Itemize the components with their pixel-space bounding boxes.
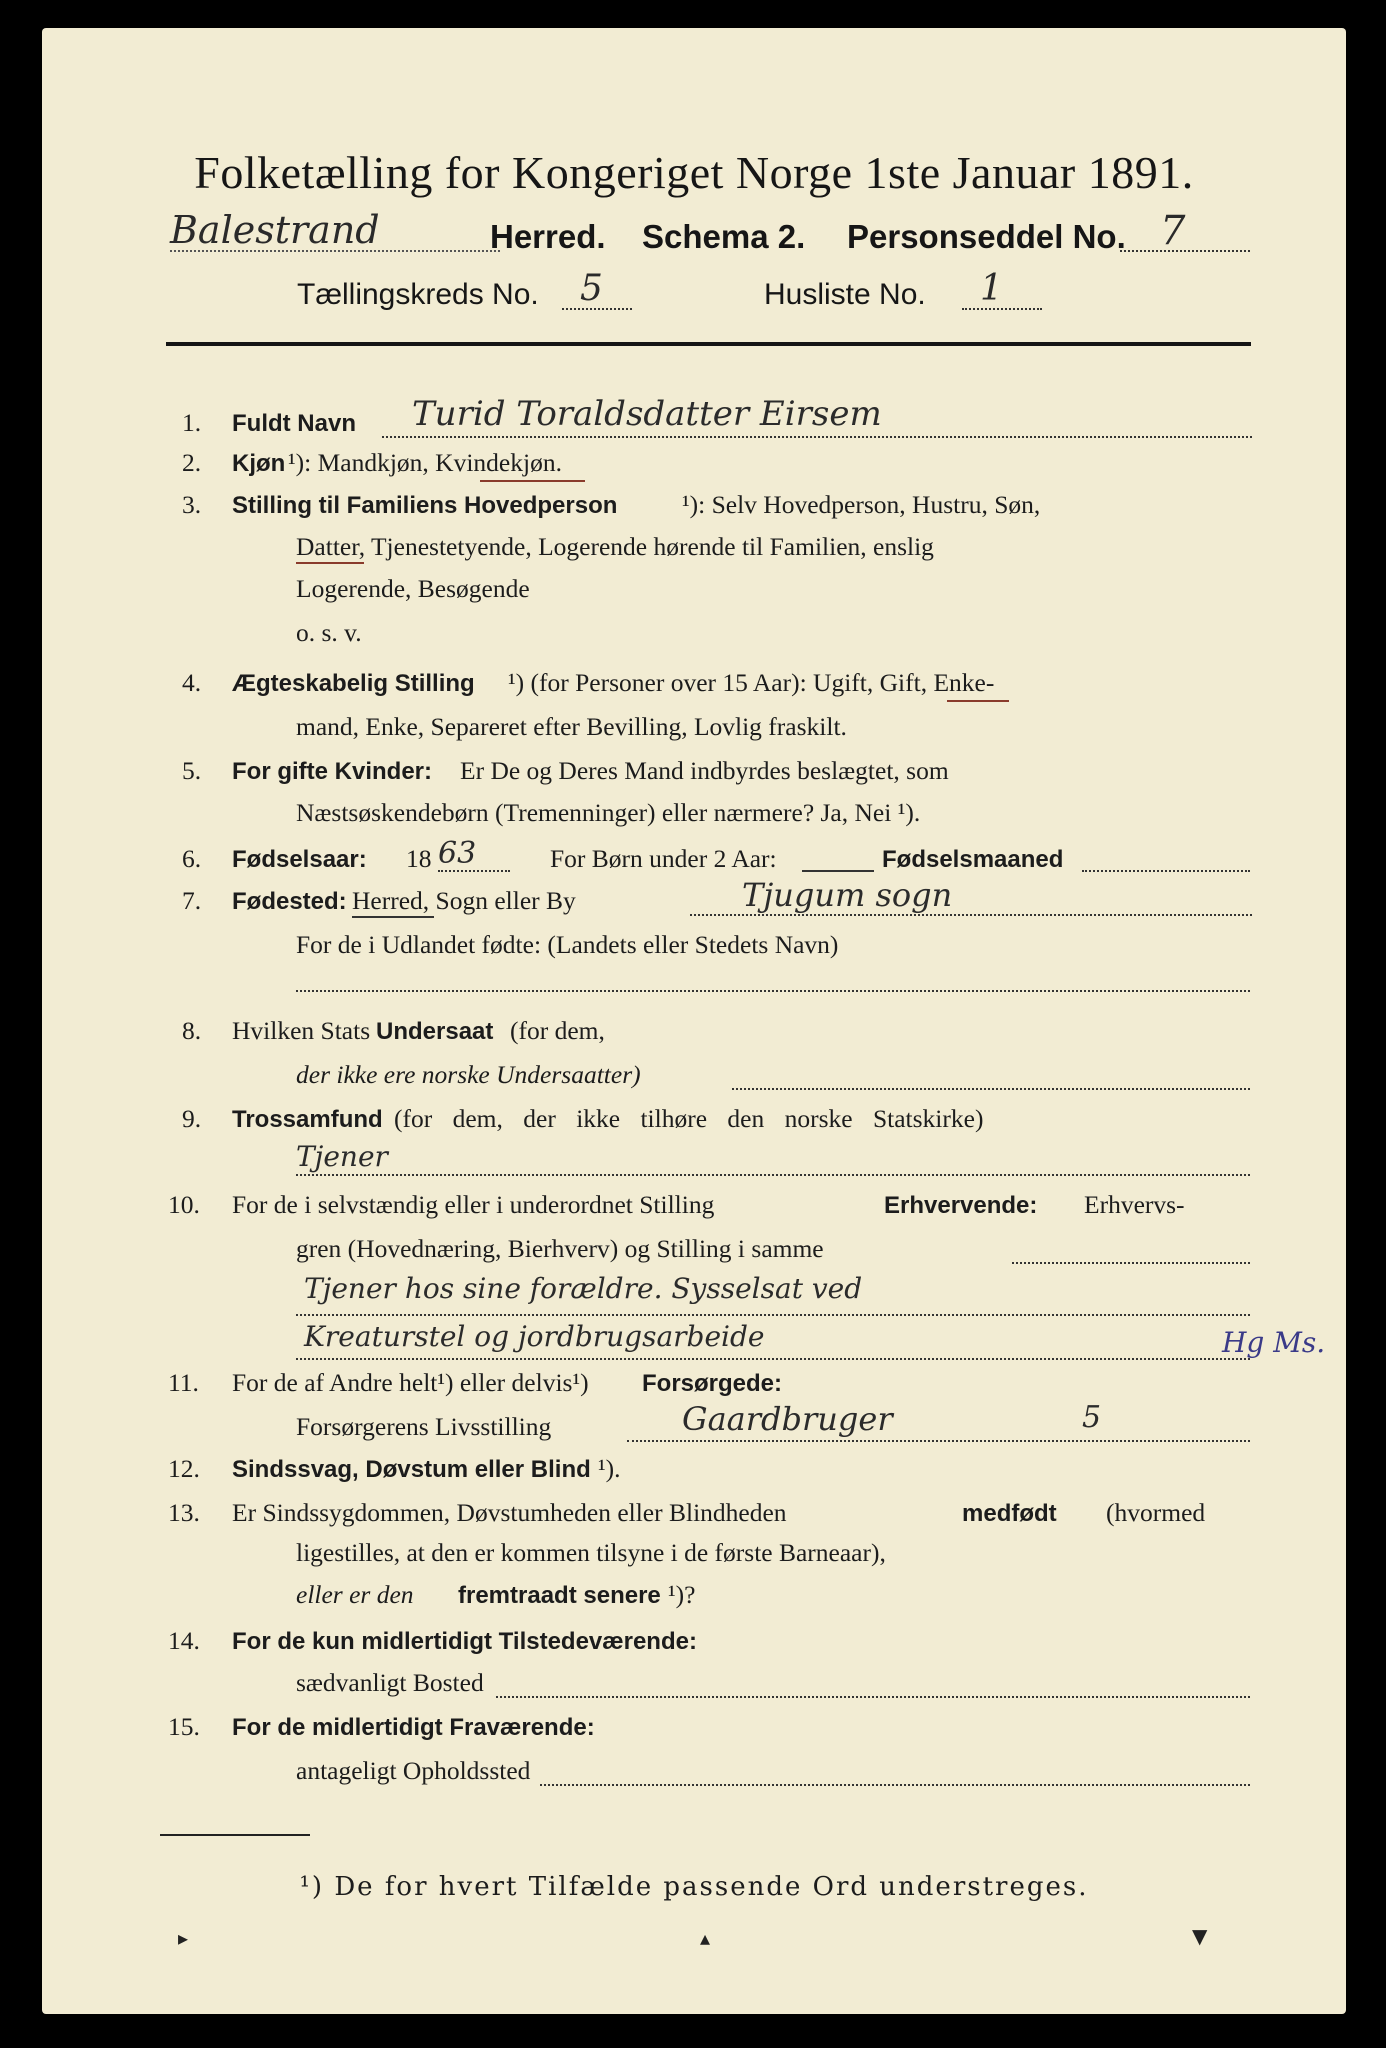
q7-text2: For de i Udlandet fødte: (Landets eller Stedets Navn) [296, 930, 839, 959]
q3-number: 3. [182, 490, 202, 519]
q3-text2: Datter, Tjenestetyende, Logerende hørende til Familien, enslig [296, 532, 934, 561]
header-rule [166, 342, 1251, 346]
q10-answer1: Tjener hos sine forældre. Sysselsat ved [304, 1272, 863, 1305]
q10-initials: Hg Ms. [1222, 1326, 1326, 1359]
q7-label: Fødested: [232, 888, 347, 915]
q10-text1b: Erhvervs- [1084, 1190, 1185, 1219]
q15-text2: antageligt Opholdssted [296, 1756, 531, 1785]
q13-text2: ligestilles, at den er kommen tilsyne i de første Barneaar), [296, 1538, 886, 1567]
q13-number: 13. [168, 1498, 200, 1527]
q15-number: 15. [168, 1712, 200, 1741]
q10-answer2: Kreaturstel og jordbrugsarbeide [304, 1320, 765, 1353]
q12-text: ¹). [598, 1454, 621, 1483]
q13-text1b: (hvormed [1106, 1498, 1206, 1527]
q12-number: 12. [168, 1454, 200, 1483]
q14-number: 14. [168, 1626, 200, 1655]
personseddel-no: 7 [1160, 208, 1186, 254]
q9-text1: (for dem, der ikke tilhøre den norske Statskirke) [394, 1104, 984, 1133]
q8-text3: der ikke ere norske Undersaatter) [296, 1060, 641, 1089]
q1-answer: Turid Toraldsdatter Eirsem [412, 394, 882, 434]
q5-text1: Er De og Deres Mand indbyrdes beslægtet, som [460, 756, 949, 785]
corner-mark-right: ▼ [1192, 1924, 1208, 1948]
q8-number: 8. [182, 1016, 202, 1045]
q10-number: 10. [168, 1190, 200, 1219]
q5-text2: Næstsøskendebørn (Tremenninger) eller nærmere? Ja, Nei ¹). [296, 798, 921, 827]
q6-year-value: 63 [438, 836, 477, 871]
q13-text3a: eller er den [296, 1580, 414, 1609]
q8-text1: Hvilken Stats [232, 1016, 371, 1045]
q9-answer: Tjener [296, 1140, 388, 1173]
q3-label: Stilling til Familiens Hovedperson [232, 492, 618, 519]
q5-label: For gifte Kvinder: [232, 758, 433, 785]
q1-number: 1. [182, 408, 202, 437]
q13-label: medfødt [962, 1500, 1057, 1527]
herred-name: Balestrand [170, 208, 380, 252]
q7-number: 7. [182, 886, 202, 915]
q11-answer-num: 5 [1082, 1400, 1102, 1435]
q3-text3: Logerende, Besøgende [296, 574, 530, 603]
q10-text2: gren (Hovednæring, Bierhverv) og Stilling i samme [296, 1234, 824, 1263]
q4-label: Ægteskabelig Stilling [232, 670, 475, 697]
corner-mark-left: ▸ [178, 1926, 189, 1950]
q8-text2: (for dem, [510, 1016, 605, 1045]
q14-label: For de kun midlertidigt Tilstedeværende: [232, 1628, 697, 1655]
q11-text2: Forsørgerens Livsstilling [296, 1412, 552, 1441]
q2-label: Kjøn [232, 450, 286, 477]
footnote-rule [160, 1834, 310, 1836]
q6-label: Fødselsaar: [232, 846, 367, 873]
footnote: ¹) De for hvert Tilfælde passende Ord understreges. [299, 1872, 1089, 1902]
corner-mark-center: ▴ [700, 1926, 711, 1950]
q7-answer: Tjugum sogn [742, 876, 953, 914]
q9-label: Trossamfund [232, 1106, 383, 1133]
husliste-label: Husliste No. [764, 278, 926, 311]
personseddel-label: Personseddel No. [847, 218, 1126, 255]
q11-answer: Gaardbruger [682, 1400, 893, 1438]
q2-text: ¹): Mandkjøn, Kvindekjøn. [288, 448, 562, 477]
q1-label: Fuldt Navn [232, 410, 356, 437]
q3-text4: o. s. v. [296, 618, 362, 647]
q3-text1: ¹): Selv Hovedperson, Hustru, Søn, [682, 490, 1041, 519]
q8-label: Undersaat [376, 1018, 494, 1045]
q10-text1: For de i selvstændig eller i underordnet Stilling [232, 1190, 715, 1219]
q6-label2: Fødselsmaaned [882, 846, 1064, 873]
census-form [42, 28, 1346, 2014]
q2-number: 2. [182, 448, 202, 477]
q6-text: For Børn under 2 Aar: [550, 844, 777, 873]
q15-label: For de midlertidigt Fraværende: [232, 1714, 595, 1741]
kreds-label: Tællingskreds No. [297, 278, 539, 311]
q13-text3c: ¹)? [668, 1580, 696, 1609]
husliste-no: 1 [980, 268, 1003, 309]
q5-number: 5. [182, 756, 202, 785]
schema-label: Schema 2. [642, 218, 806, 255]
q14-text2: sædvanligt Bosted [296, 1668, 484, 1697]
q9-number: 9. [182, 1104, 202, 1133]
q11-text1: For de af Andre helt¹) eller delvis¹) [232, 1368, 589, 1397]
q4-number: 4. [182, 668, 202, 697]
kreds-no: 5 [580, 268, 603, 309]
q6-year-prefix: 18 [406, 844, 432, 873]
q11-number: 11. [168, 1368, 199, 1397]
q4-text1: ¹) (for Personer over 15 Aar): Ugift, Gift, Enke- [508, 668, 995, 697]
q13-text1: Er Sindssygdommen, Døvstumheden eller Blindheden [232, 1498, 787, 1527]
q11-label: Forsørgede: [642, 1370, 783, 1397]
q10-label: Erhvervende: [884, 1192, 1038, 1219]
q13-text3b: fremtraadt senere [458, 1582, 661, 1609]
q12-label: Sindssvag, Døvstum eller Blind [232, 1456, 591, 1483]
form-title: Folketælling for Kongeriget Norge 1ste Januar 1891. [194, 147, 1194, 198]
q6-number: 6. [182, 844, 202, 873]
q4-text2: mand, Enke, Separeret efter Bevilling, Lovlig fraskilt. [296, 712, 847, 741]
q7-text1: Herred, Sogn eller By [352, 886, 576, 915]
herred-label: Herred. [490, 218, 606, 255]
